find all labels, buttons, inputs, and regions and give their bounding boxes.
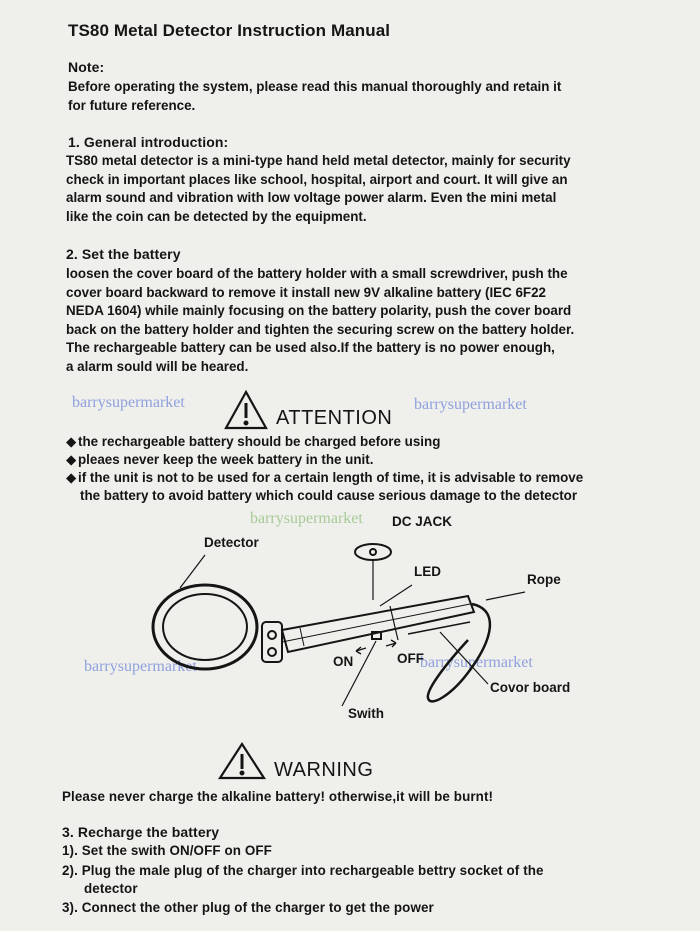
watermark: barrysupermarket <box>420 654 533 671</box>
recharge-step: 3). Connect the other plug of the charger to get the power <box>62 900 434 915</box>
general-heading: 1. General introduction: <box>68 134 229 150</box>
attention-title: ATTENTION <box>276 407 393 429</box>
note-heading: Note: <box>68 59 105 75</box>
label-switch: Swith <box>348 706 384 721</box>
warning-title: WARNING <box>274 759 374 781</box>
battery-line: loosen the cover board of the battery holder with a small screwdriver, push the <box>66 266 568 281</box>
attention-bullet: ◆ the rechargeable battery should be charged before using <box>66 434 441 449</box>
general-line: TS80 metal detector is a mini-type hand held metal detector, mainly for security <box>66 153 571 168</box>
label-rope: Rope <box>527 572 561 587</box>
recharge-step: 2). Plug the male plug of the charger into rechargeable bettry socket of the <box>62 863 544 878</box>
battery-line: NEDA 1604) while mainly focusing on the battery polarity, push the cover board <box>66 303 572 318</box>
recharge-step: 1). Set the swith ON/OFF on OFF <box>62 843 272 858</box>
battery-heading: 2. Set the battery <box>66 246 181 262</box>
general-line: like the coin can be detected by the equipment. <box>66 208 367 224</box>
label-led: LED <box>414 564 441 579</box>
battery-line: The rechargeable battery can be used also.If the battery is no power enough, <box>66 340 555 355</box>
watermark: barrysupermarket <box>414 396 527 413</box>
page-title: TS80 Metal Detector Instruction Manual <box>68 21 391 40</box>
watermark: barrysupermarket <box>84 658 197 675</box>
battery-line: a alarm sould will be heared. <box>66 358 249 374</box>
label-detector: Detector <box>204 535 259 550</box>
recharge-step-continuation: detector <box>84 881 138 896</box>
general-line: alarm sound and vibration with low voltage power alarm. Even the mini metal <box>66 190 557 205</box>
label-on: ON <box>333 654 354 669</box>
watermark: barrysupermarket <box>72 394 185 411</box>
note-line: Before operating the system, please read this manual thoroughly and retain it <box>68 79 562 94</box>
attention-bullet: ◆ pleaes never keep the week battery in the unit. <box>66 452 374 467</box>
watermark: barrysupermarket <box>250 510 363 527</box>
attention-bullet: ◆ if the unit is not to be used for a certain length of time, it is advisable to remove <box>66 470 584 485</box>
warning-text: Please never charge the alkaline battery! otherwise,it will be burnt! <box>62 789 494 804</box>
note-line: for future reference. <box>68 97 196 113</box>
general-line: check in important places like school, hospital, airport and court. It will give an <box>66 171 568 187</box>
battery-line: back on the battery holder and tighten the securing screw on the battery holder. <box>66 321 575 337</box>
attention-bullet-continuation: the battery to avoid battery which could cause serious damage to the detector <box>80 488 578 503</box>
label-cover-board: Covor board <box>490 680 571 695</box>
battery-line: cover board backward to remove it install new 9V alkaline battery (IEC 6F22 <box>66 284 547 300</box>
label-dc-jack: DC JACK <box>392 514 453 529</box>
recharge-heading: 3. Recharge the battery <box>62 824 220 840</box>
label-off: OFF <box>397 651 424 666</box>
